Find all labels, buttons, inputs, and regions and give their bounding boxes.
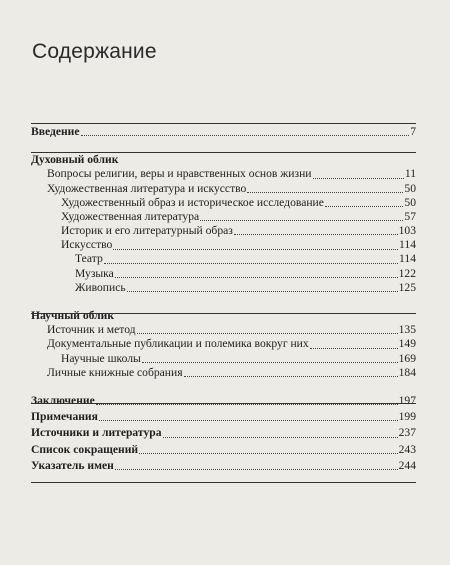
toc-entry-title: Список сокращений bbox=[31, 442, 139, 456]
toc-entry-title: Театр bbox=[75, 252, 103, 266]
toc-entry-title: Личные книжные собрания bbox=[47, 365, 183, 379]
toc-entry-title: Научные школы bbox=[61, 351, 141, 365]
toc-entry-title: Живопись bbox=[75, 280, 126, 294]
toc-entry-title: Историк и его литературный образ bbox=[61, 224, 233, 238]
dot-leader bbox=[137, 333, 398, 334]
toc-entry-page: 149 bbox=[398, 337, 416, 351]
toc-entry[interactable] bbox=[31, 210, 416, 224]
toc-entry-page: 199 bbox=[398, 410, 416, 424]
toc-entry-title: Искусство bbox=[61, 238, 113, 252]
toc-entry-name-index[interactable] bbox=[31, 459, 416, 473]
toc-entry-title: Документальные публикации и полемика вокруг них bbox=[47, 337, 309, 351]
bottom-rule bbox=[31, 482, 416, 483]
dot-leader bbox=[142, 362, 398, 363]
toc-entry[interactable] bbox=[31, 224, 416, 238]
toc-entry[interactable] bbox=[31, 281, 416, 295]
toc-entry-title: Вопросы религии, веры и нравственных основ жизни bbox=[47, 167, 312, 181]
dot-leader bbox=[96, 404, 398, 405]
section-heading-spiritual: Духовный облик bbox=[31, 153, 119, 167]
toc-entry-page: 11 bbox=[404, 167, 416, 181]
dot-leader bbox=[115, 277, 398, 278]
toc-entry-page: 237 bbox=[398, 426, 416, 440]
dot-leader bbox=[163, 437, 398, 438]
section-heading-scientific: Научный облик bbox=[31, 309, 115, 323]
toc-entry-title: Художественная литература bbox=[61, 209, 200, 223]
toc-entry-title: Введение bbox=[31, 124, 80, 138]
toc-entry[interactable] bbox=[31, 366, 416, 380]
toc-entry-page: 169 bbox=[398, 351, 416, 365]
dot-leader bbox=[325, 206, 404, 207]
toc-entry[interactable] bbox=[31, 238, 416, 252]
top-rule bbox=[31, 123, 416, 124]
toc-entry-page: 125 bbox=[398, 280, 416, 294]
toc-entry-title: Художественный образ и историческое исследование bbox=[61, 195, 324, 209]
table-of-contents bbox=[31, 125, 416, 473]
section-rule bbox=[31, 313, 416, 314]
toc-entry-page: 243 bbox=[398, 442, 416, 456]
toc-entry-page: 135 bbox=[398, 323, 416, 337]
dot-leader bbox=[200, 220, 403, 221]
toc-entry[interactable] bbox=[31, 253, 416, 267]
dot-leader bbox=[310, 348, 398, 349]
toc-entry-page: 197 bbox=[398, 393, 416, 407]
toc-entry-intro[interactable] bbox=[31, 125, 416, 139]
toc-entry[interactable] bbox=[31, 196, 416, 210]
dot-leader bbox=[99, 420, 398, 421]
toc-entry-page: 50 bbox=[404, 195, 416, 209]
toc-entry-sources[interactable] bbox=[31, 426, 416, 440]
toc-entry-page: 184 bbox=[398, 365, 416, 379]
toc-entry-page: 122 bbox=[398, 266, 416, 280]
toc-entry-title: Источники и литература bbox=[31, 426, 162, 440]
dot-leader bbox=[104, 263, 398, 264]
section-rule bbox=[31, 403, 416, 404]
toc-entry[interactable] bbox=[31, 352, 416, 366]
toc-entry-page: 103 bbox=[398, 224, 416, 238]
toc-entry-page: 244 bbox=[398, 458, 416, 472]
dot-leader bbox=[313, 178, 404, 179]
toc-entry-title: Музыка bbox=[75, 266, 114, 280]
toc-entry-page: 50 bbox=[404, 181, 416, 195]
dot-leader bbox=[127, 291, 398, 292]
toc-entry-title: Примечания bbox=[31, 410, 98, 424]
toc-entry-page: 7 bbox=[410, 124, 416, 138]
dot-leader bbox=[184, 376, 398, 377]
toc-entry[interactable] bbox=[31, 167, 416, 181]
dot-leader bbox=[115, 469, 398, 470]
toc-entry-page: 114 bbox=[399, 252, 416, 266]
toc-entry[interactable] bbox=[31, 182, 416, 196]
toc-entry-title: Указатель имен bbox=[31, 458, 114, 472]
dot-leader bbox=[139, 453, 398, 454]
toc-entry-conclusion[interactable] bbox=[31, 394, 416, 408]
dot-leader bbox=[113, 249, 398, 250]
toc-entry-page: 114 bbox=[399, 238, 416, 252]
toc-entry[interactable] bbox=[31, 267, 416, 281]
toc-entry-title: Заключение bbox=[31, 393, 95, 407]
toc-entry[interactable] bbox=[31, 323, 416, 337]
toc-entry[interactable] bbox=[31, 337, 416, 351]
toc-entry-notes[interactable] bbox=[31, 410, 416, 424]
toc-entry-title: Художественная литература и искусство bbox=[47, 181, 247, 195]
section-rule bbox=[31, 152, 416, 153]
toc-entry-abbreviations[interactable] bbox=[31, 443, 416, 457]
toc-entry-page: 57 bbox=[404, 209, 416, 223]
page-title: Содержание bbox=[32, 40, 157, 63]
dot-leader bbox=[234, 234, 398, 235]
dot-leader bbox=[81, 135, 410, 136]
toc-entry-title: Источник и метод bbox=[47, 323, 136, 337]
dot-leader bbox=[247, 192, 403, 193]
